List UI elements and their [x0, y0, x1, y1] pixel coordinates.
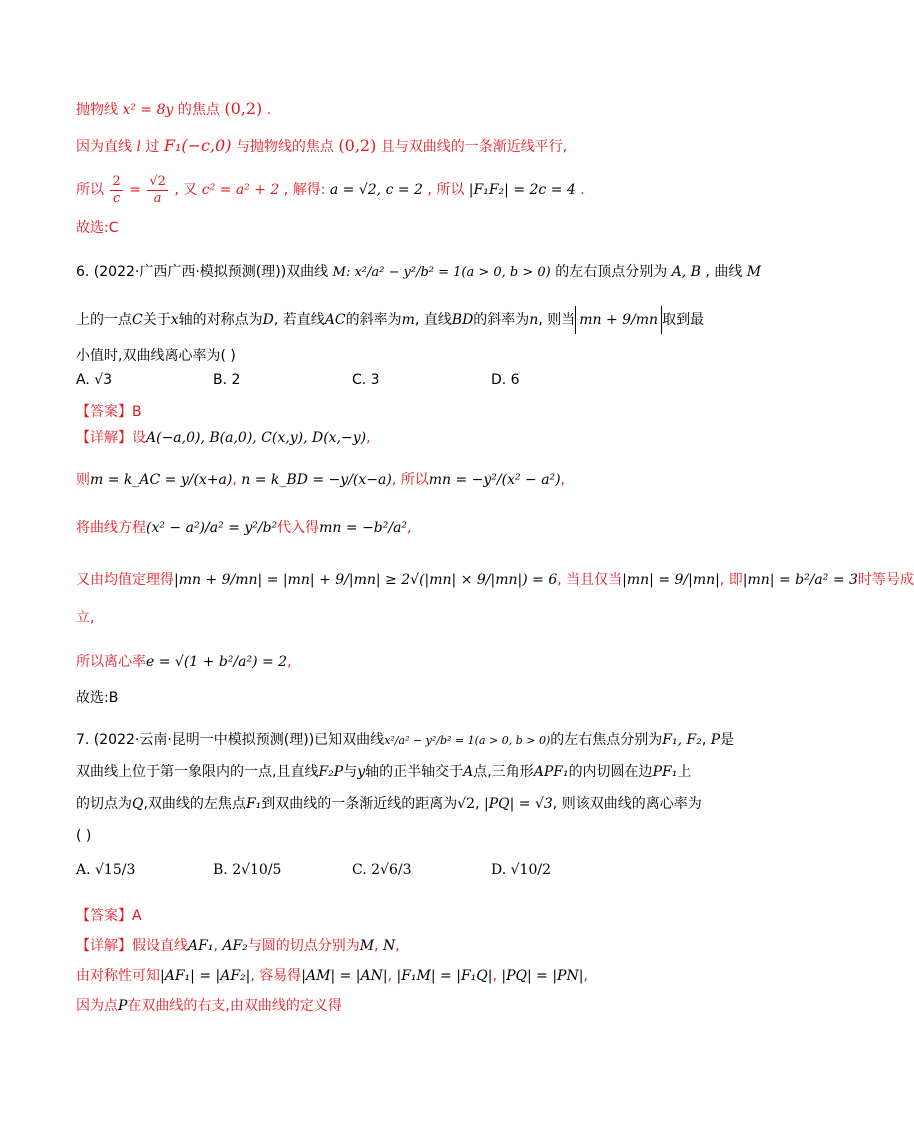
- math: M: [746, 264, 762, 280]
- text: ,: [213, 938, 223, 954]
- math: P: [710, 732, 721, 748]
- math: |mn| = b²/a² = 3: [742, 572, 858, 588]
- text: 到双曲线的一条渐近线的距离为: [261, 796, 458, 812]
- text: √2: [457, 796, 476, 812]
- text: , 容易得: [250, 968, 302, 984]
- text-line: [76, 136, 567, 157]
- text: 假设直线: [132, 938, 188, 954]
- text: 7. (2022·云南·昆明一中模拟预测(理))已知双曲线: [76, 732, 385, 748]
- text: , 若直线: [273, 312, 325, 328]
- math: F₁(−c,0): [163, 136, 232, 155]
- question-7-line-2: [76, 758, 691, 786]
- math: M: x²/a² − y²/b² = 1(a > 0, b > 0): [332, 265, 551, 280]
- text: c: [112, 190, 121, 206]
- text: 的斜率为: [473, 312, 530, 328]
- option-d: D. √10/2: [491, 862, 551, 878]
- question-6-line-3: 小值时,双曲线离心率为( ): [76, 348, 236, 364]
- question-7-line-1: [76, 726, 734, 755]
- math: Q: [132, 796, 144, 812]
- math: |F₁F₂| = 2c = 4: [468, 182, 576, 198]
- math: =: [129, 182, 141, 198]
- selection-text: 故选:B: [76, 690, 119, 706]
- text: 的左右焦点分别为: [550, 732, 663, 748]
- detail-line: [76, 466, 565, 494]
- text: , 当且仅当: [557, 572, 623, 588]
- text: 设: [132, 430, 146, 446]
- math: P: [118, 998, 128, 1014]
- math: (x² − a²)/a² = y²/b²: [146, 520, 278, 536]
- math: |AF₁| = |AF₂|: [160, 968, 251, 984]
- text: 点,三角形: [473, 764, 534, 780]
- text: ,: [395, 938, 400, 954]
- text: .: [580, 182, 585, 198]
- math: |mn + 9/mn| = |mn| + 9/|mn| ≥ 2√(|mn| × 9/|mn|) = 6: [174, 572, 558, 588]
- answer-label: 【答案】B: [76, 404, 142, 420]
- math: a = √2, c = 2: [329, 182, 423, 198]
- math: |F₁M| = |F₁Q|: [396, 968, 493, 984]
- question-6-line-2: [76, 306, 704, 334]
- detail-line: 立,: [76, 610, 95, 626]
- math: AF₁: [188, 938, 214, 954]
- math: F₁: [245, 796, 262, 812]
- math: m: [401, 312, 415, 328]
- text: ,: [366, 430, 371, 446]
- math: A(−a,0), B(a,0), C(x,y), D(x,−y): [146, 430, 367, 446]
- math: x: [170, 312, 179, 328]
- math: e = √(1 + b²/a²) = 2: [146, 654, 288, 670]
- text: 的焦点: [177, 102, 220, 118]
- math: |mn| = 9/|mn|: [622, 572, 720, 588]
- text: √2: [149, 173, 166, 189]
- text: 上: [677, 764, 692, 780]
- math: PF₁: [652, 764, 678, 780]
- text: 所以离心率: [76, 654, 146, 670]
- text: 又由均值定理得: [76, 572, 174, 588]
- text: , 即: [719, 572, 743, 588]
- text: 是: [720, 732, 735, 748]
- option-c: C. 2√6/3: [352, 862, 412, 878]
- text: 在双曲线的右支,由双曲线的定义得: [127, 998, 342, 1014]
- option-d: D. 6: [491, 372, 520, 388]
- text: ,: [407, 520, 412, 536]
- text: 关于: [142, 312, 171, 328]
- math: mn = −y²/(x² − a²): [428, 472, 561, 488]
- text: 上的一点: [76, 312, 132, 328]
- text: 因为直线: [76, 139, 132, 155]
- text: a: [153, 190, 162, 206]
- math: N: [383, 938, 396, 954]
- math: AF₂: [222, 938, 248, 954]
- text: 将曲线方程: [76, 520, 146, 536]
- text: 【详解】: [76, 938, 132, 954]
- text: 6. (2022·广西广西·模拟预测(理))双曲线: [76, 264, 329, 280]
- math: n = k_BD = −y/(x−a): [241, 472, 392, 488]
- question-7-line-4: ( ): [76, 828, 92, 844]
- text: 抛物线: [76, 102, 118, 118]
- detail-line: [76, 936, 400, 956]
- math: c² = a² + 2: [201, 182, 280, 198]
- math: A: [463, 764, 474, 780]
- math: |PQ| = √3: [484, 796, 553, 812]
- detail-line: [76, 648, 292, 676]
- math: x² = 8y: [122, 102, 174, 118]
- text: 与: [343, 764, 358, 780]
- math: C: [132, 312, 143, 328]
- text: 轴的对称点为: [178, 312, 263, 328]
- detail-line: [76, 966, 588, 986]
- text: ,: [287, 654, 292, 670]
- question-7-line-3: [76, 790, 702, 818]
- math: |PQ| = |PN|: [501, 968, 584, 984]
- text: 取到最: [662, 312, 705, 328]
- detail-line: [76, 996, 342, 1016]
- text: 与圆的切点分别为: [247, 938, 360, 954]
- math: m = k_AC = y/(x+a): [90, 472, 233, 488]
- text: 2: [112, 173, 121, 189]
- math: mn + 9/mn: [575, 306, 662, 334]
- math: l: [136, 139, 141, 155]
- text: , 则该双曲线的离心率为: [552, 796, 702, 812]
- detail-line: [76, 514, 412, 542]
- text: ,双曲线的左焦点: [143, 796, 246, 812]
- text: 的左右顶点分别为: [555, 264, 668, 280]
- detail-line: [76, 566, 914, 594]
- fraction: [110, 174, 122, 207]
- text: ,: [374, 938, 384, 954]
- math: D: [262, 312, 274, 328]
- text: ,: [701, 732, 711, 748]
- text: 【详解】: [76, 430, 132, 446]
- text: , 曲线: [705, 264, 743, 280]
- text: , 又: [174, 182, 198, 198]
- text: ,: [475, 796, 484, 812]
- math: A, B: [671, 264, 701, 280]
- text: 所以: [76, 182, 104, 198]
- selection-text: 故选:C: [76, 220, 119, 236]
- text: ,: [583, 968, 588, 984]
- text: , 所以: [427, 182, 465, 198]
- option-a: A. √15/3: [76, 862, 136, 878]
- text: 的内切圆在边: [568, 764, 653, 780]
- text: 且与双曲线的一条渐近线平行,: [380, 139, 568, 155]
- option-a: A. √3: [76, 372, 113, 388]
- text: 由对称性可知: [76, 968, 160, 984]
- text: 则: [76, 472, 90, 488]
- math: y: [357, 764, 366, 780]
- math: n: [529, 312, 539, 328]
- math: F₁, F₂: [662, 732, 702, 748]
- text: ,: [492, 968, 502, 984]
- math: M: [359, 938, 375, 954]
- text: , 直线: [414, 312, 452, 328]
- text: ,: [232, 472, 242, 488]
- math: mn = −b²/a²: [319, 520, 408, 536]
- detail-line: [76, 428, 371, 448]
- math: F₂P: [318, 764, 344, 780]
- option-b: B. 2: [213, 372, 241, 388]
- math: (0,2): [224, 99, 263, 118]
- text: , 则当: [538, 312, 576, 328]
- math: APF₁: [533, 764, 569, 780]
- math: (0,2): [338, 136, 377, 155]
- option-c: C. 3: [352, 372, 380, 388]
- text: ,: [560, 472, 566, 488]
- text-line: [76, 172, 585, 208]
- math: AC: [324, 312, 346, 328]
- math: BD: [451, 312, 474, 328]
- text: 因为点: [76, 998, 118, 1014]
- text: 的斜率为: [345, 312, 402, 328]
- math: |AM| = |AN|: [301, 968, 388, 984]
- text: 时等号成: [857, 572, 914, 588]
- text: .: [266, 102, 272, 118]
- math: x²/a² − y²/b² = 1(a > 0, b > 0): [384, 734, 551, 747]
- option-b: B. 2√10/5: [213, 862, 282, 878]
- fraction: [147, 174, 168, 207]
- text-line: [76, 99, 271, 120]
- text: 代入得: [277, 520, 320, 536]
- text: , 所以: [391, 472, 429, 488]
- answer-label: 【答案】A: [76, 908, 142, 924]
- text: , 解得:: [283, 182, 326, 198]
- text: 过: [145, 139, 160, 155]
- text: 轴的正半轴交于: [365, 764, 464, 780]
- text: 的切点为: [76, 796, 132, 812]
- text: ,: [387, 968, 397, 984]
- question-6-line-1: [76, 258, 761, 287]
- text: 与抛物线的焦点: [235, 139, 334, 155]
- text: 双曲线上位于第一象限内的一点,且直线: [76, 764, 319, 780]
